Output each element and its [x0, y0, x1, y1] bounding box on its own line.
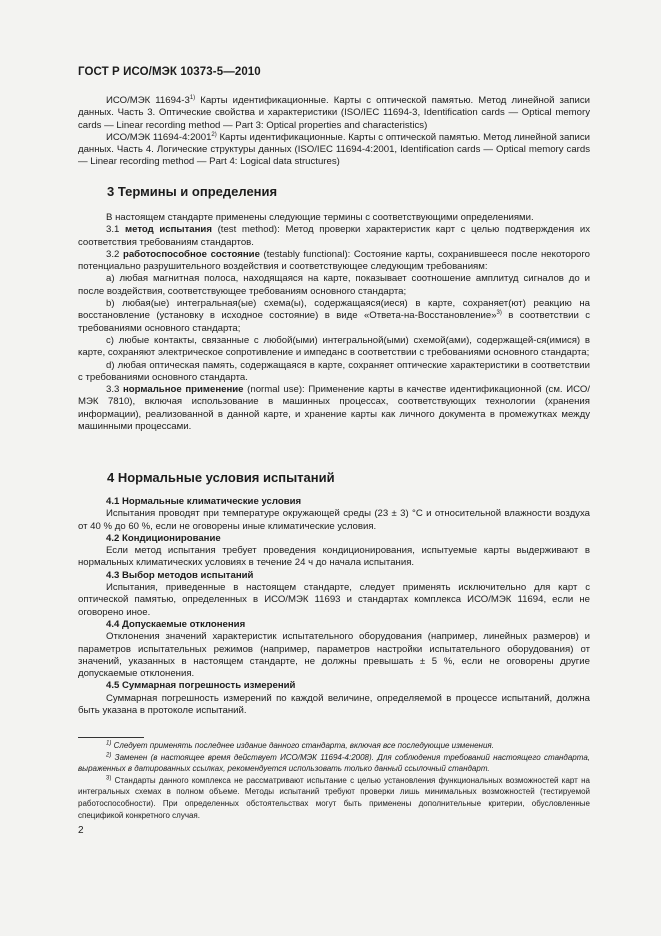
page-number: 2 [78, 825, 84, 836]
footnote-3: $^{3)}$ Стандарты данного комплекса не рассматривают испытание с целью установления функциональных возможностей карт на интегральных схемах в полном объеме. Методы испытаний требуют проверки лишь минимальных возможностей (тестируемой работоспособности). При определенных обстоятельствах могут быть применены дополнительные критерии, обусловленные спецификой конкретного случая. [78, 775, 590, 820]
subsection-4-3-title: 4.3 Выбор методов испытаний [106, 569, 254, 581]
subsection-4-1-title: 4.1 Нормальные климатические условия [106, 496, 302, 507]
subsection-4-1-text: Испытания проводят при температуре окружающей среды (23 ± 3) °С и относительной влажности воздуха от 40 % до 60 %, если не оговорены иные климатические условия. [78, 508, 590, 532]
footnote-divider [78, 737, 144, 738]
term-3-1: 3.1 метод испытания (test method): Метод проверки характеристик карт с целью подтверждения их соответствия требованиям стандартов. [78, 224, 590, 248]
section-4-body [78, 496, 590, 717]
footnotes [78, 740, 590, 821]
section-4-title: 4 Нормальные условия испытаний [107, 470, 335, 485]
subsection-4-5-text: Суммарная погрешность измерений по каждой величине, определяемой в процессе испытаний, должна быть указана в протоколе испытаний. [78, 692, 590, 717]
subsection-4-2-text: Если метод испытания требует проведения кондиционирования, испытуемые карты выдерживают в нормальных климатических условиях в течение 24 ч до начала испытания. [78, 545, 590, 569]
reference-item: ИСО/МЭК 11694-4:2001$^{2)}$ Карты идентификационные. Карты с оптической памятью. Метод линейной записи данных. Часть 4. Логические структуры данных (ISO/IEC 11694-4:2001, Identification cards — Optical memory cards — Linear recording method — Part 4: Logical data structures) [78, 131, 590, 168]
section-3-title: 3 Термины и определения [107, 184, 278, 199]
list-item-d: d) любая оптическая память, содержащаяся в карте, сохраняет оптические характеристики в соответствии с требованиями основного стандарта. [78, 359, 590, 383]
subsection-4-5-title: 4.5 Суммарная погрешность измерений [106, 680, 296, 692]
subsection-4-2-title: 4.2 Кондиционирование [106, 532, 221, 544]
term-3-2: 3.2 работоспособное состояние (testably functional): Состояние карты, сохранившееся после некоторого потенциально разрушительного воздействия и соответствующее следующим требованиям: [78, 248, 590, 273]
list-item-b: b) любая(ые) интегральная(ые) схема(ы), содержащаяся(иеся) в карте, сохраняет(ют) реакцию на восстановление (установку в исходное состояние) в виде «Ответа-на-Восстановление»$^{3)}$ в соответствии с требованиями основного стандарта; [78, 298, 590, 334]
reference-item: ИСО/МЭК 11694-3$^{1)}$ Карты идентификационные. Карты с оптической памятью. Метод линейной записи данных. Часть 3. Оптические свойства и характеристики (ISO/IEC 11694-3, Identification cards — Optical memory cards — Linear recording method — Part 3: Optical properties and characteristics) [78, 94, 590, 131]
term-3-3: 3.3 нормальное применение (normal use): Применение карты в качестве идентификационной (см. ИСО/МЭК 7810), включая использование в машинных процессах, соответствующих технологии (хранения информации), реализованной в данной карте, и хранение карты как личного документа в промежутках между машинными процессами. [78, 384, 590, 433]
list-item-a: a) любая магнитная полоса, находящаяся на карте, показывает соотношение амплитуд сигналов до и после воздействия, соответствующее требованиям основного стандарта; [78, 273, 590, 297]
footnote-2: $^{2)}$ Заменен (в настоящее время действует ИСО/МЭК 11694-4:2008). Для соблюдения требований настоящего стандарта, выраженных в датированных ссылках, рекомендуется использовать только данный ссылочный стандарт. [78, 751, 590, 774]
standard-header: ГОСТ Р ИСО/МЭК 10373-5—2010 [78, 66, 261, 78]
subsection-4-4-text: Отклонения значений характеристик испытательного оборудования (например, линейных размеров) и параметров испытательных режимов (например, параметров настройки испытательного оборудования) от значений, указанных в настоящем стандарте, не должны превышать ± 5 %, если не оговорены другие допускаемые отклонения. [78, 631, 590, 680]
references-block [78, 95, 590, 169]
list-item-c: c) любые контакты, связанные с любой(ыми) интегральной(ыми) схемой(ами), содержащей-ся(имися) в карте, сохраняют электрическое сопротивление и импеданс в соответствии с требованиями основного стандарта; [78, 334, 590, 359]
subsection-4-3-text: Испытания, приведенные в настоящем стандарте, следует применять исключительно для карт с оптической памятью, определенных в ИСО/МЭК 11693 и стандартах комплекса ИСО/МЭК 11694, если не оговорено иное. [78, 582, 590, 618]
footnote-1: $^{1)}$ Следует применять последнее издание данного стандарта, включая все последующие изменения. [106, 740, 494, 750]
section-3-intro: В настоящем стандарте применены следующие термины с соответствующими определениями. [106, 212, 534, 223]
subsection-4-4-title: 4.4 Допускаемые отклонения [106, 618, 246, 630]
section-3-body [78, 212, 590, 433]
